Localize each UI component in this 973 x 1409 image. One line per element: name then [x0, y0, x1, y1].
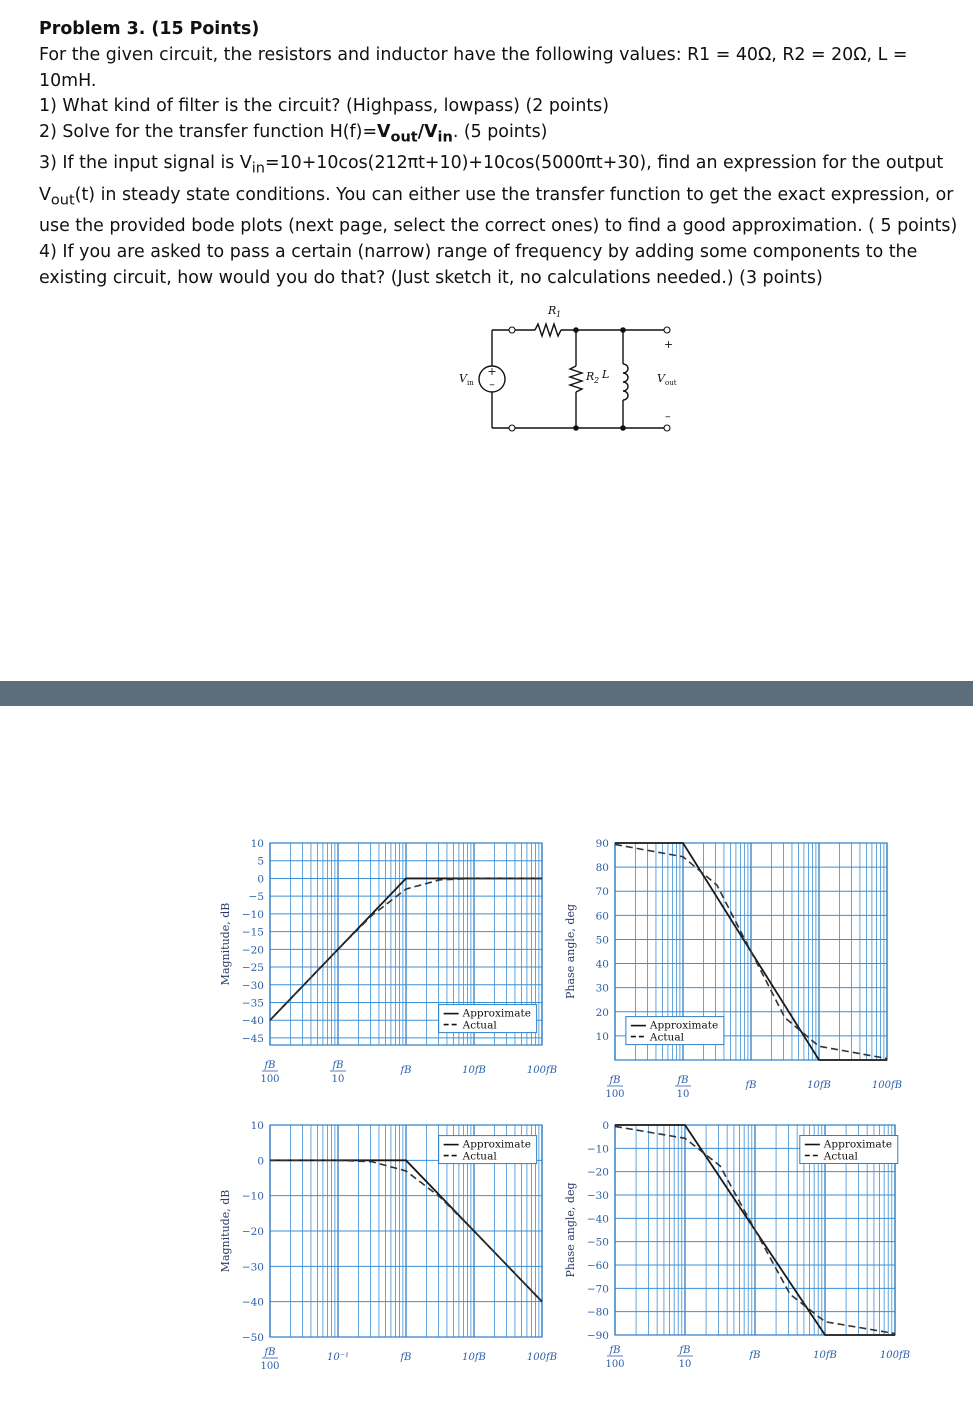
bode-lowpass-phase — [560, 1110, 911, 1380]
y-tick-label: −10 — [241, 1190, 264, 1203]
junction-dot — [573, 425, 579, 431]
y-tick-label: −40 — [241, 1015, 264, 1028]
problem-statement — [39, 17, 964, 291]
source-plus: + — [487, 365, 497, 378]
text: . (5 points) — [452, 122, 548, 143]
text: 3) If the input signal is V — [39, 153, 252, 174]
y-tick-label: −10 — [586, 1143, 609, 1156]
terminal-vout-minus — [664, 425, 670, 431]
terminal — [509, 327, 515, 333]
x-tick-label: fB — [400, 1065, 412, 1076]
x-tick-label: 100fB — [879, 1350, 911, 1361]
x-tick-label: 10fB — [807, 1080, 831, 1091]
x-tick-label: fB — [332, 1060, 344, 1071]
y-tick-label: 10 — [250, 838, 264, 850]
y-tick-label: 5 — [257, 855, 264, 868]
x-tick-label: fB — [749, 1350, 761, 1361]
text: V — [377, 122, 391, 143]
x-tick-label: fB — [609, 1345, 621, 1356]
problem-title: Problem 3. (15 Points) — [39, 19, 260, 39]
terminal — [509, 425, 515, 431]
legend-actual-label: Actual — [462, 1150, 497, 1163]
x-tick-label: fB — [679, 1345, 691, 1356]
resistor-r1 — [535, 324, 561, 336]
y-tick-label: −15 — [241, 926, 264, 939]
x-tick-label: fB — [745, 1080, 757, 1091]
y-tick-label: −50 — [241, 1332, 264, 1344]
x-tick-label: fB — [264, 1347, 276, 1358]
subscript: in — [437, 129, 453, 146]
label-vin-sub: in — [467, 379, 474, 387]
x-tick-label: 100 — [260, 1074, 280, 1085]
y-tick-label: −20 — [586, 1166, 609, 1179]
x-tick-label: 100 — [605, 1359, 625, 1370]
legend-approx-label: Approximate — [462, 1138, 531, 1151]
y-tick-label: −20 — [241, 944, 264, 957]
subscript: out — [50, 192, 75, 209]
subscript: out — [390, 129, 418, 146]
x-tick-label: fB — [677, 1075, 689, 1086]
problem-line: existing circuit, how would you do that? (Just sketch it, no calculations needed.) (3 points) — [39, 267, 823, 288]
label-vout-minus: – — [665, 410, 671, 423]
y-tick-label: −60 — [586, 1260, 609, 1272]
y-tick-label: −45 — [241, 1032, 264, 1045]
y-tick-label: 30 — [595, 982, 609, 995]
label-l: L — [602, 368, 610, 381]
problem-line: use the provided bode plots (next page, select the correct ones) to find a good approximation. ( 5 points) — [39, 215, 958, 236]
resistor-r2 — [570, 366, 582, 392]
label-vout: V — [657, 372, 665, 385]
label-r1-sub: 1 — [556, 310, 562, 319]
y-tick-label: −30 — [241, 1261, 264, 1274]
label-r2-sub: 2 — [594, 376, 600, 385]
y-tick-label: 0 — [257, 873, 264, 886]
inductor-l — [623, 364, 628, 400]
label-vout-sub: out — [665, 379, 677, 387]
x-tick-label: 10 — [678, 1359, 692, 1370]
legend-approx-label: Approximate — [823, 1138, 893, 1151]
text: 2) Solve for the transfer function H(f)= — [39, 122, 378, 143]
y-tick-label: 40 — [595, 958, 609, 971]
x-tick-label: 100fB — [526, 1065, 558, 1076]
x-tick-label: 100 — [260, 1361, 280, 1372]
label-vout-plus: + — [664, 338, 674, 351]
x-tick-label: 10⁻¹ — [326, 1352, 350, 1363]
y-tick-label: −70 — [586, 1283, 609, 1296]
y-tick-label: −20 — [241, 1226, 264, 1238]
x-tick-label: 10fB — [462, 1065, 486, 1076]
y-tick-label: −35 — [241, 997, 264, 1010]
problem-line: 1) What kind of filter is the circuit? (Highpass, lowpass) (2 points) — [39, 96, 610, 117]
legend-actual-label: Actual — [649, 1031, 684, 1044]
x-tick-label: fB — [264, 1060, 276, 1071]
junction-dot — [573, 327, 579, 333]
x-tick-label: 100 — [605, 1089, 625, 1100]
y-tick-label: −90 — [586, 1330, 609, 1342]
y-tick-label: 60 — [595, 910, 609, 923]
y-tick-label: 0 — [257, 1155, 264, 1168]
problem-line — [39, 183, 964, 214]
y-tick-label: −25 — [241, 962, 264, 975]
y-tick-label: 10 — [595, 1030, 609, 1043]
bode-highpass-phase — [560, 830, 903, 1100]
y-tick-label: −50 — [586, 1236, 609, 1249]
y-axis-label: Magnitude, dB — [219, 902, 232, 986]
x-tick-label: 100fB — [871, 1080, 903, 1091]
terminal-vout-plus — [664, 327, 670, 333]
y-tick-label: 50 — [595, 934, 609, 947]
x-tick-label: fB — [609, 1075, 621, 1086]
y-tick-label: −80 — [586, 1306, 609, 1319]
bode-lowpass-magnitude — [215, 1110, 565, 1380]
y-tick-label: 20 — [595, 1006, 609, 1019]
y-tick-label: −40 — [241, 1296, 264, 1309]
y-axis-label: Phase angle, deg — [564, 1182, 577, 1278]
legend-actual-label: Actual — [823, 1150, 858, 1163]
x-tick-label: 10fB — [462, 1352, 486, 1363]
text: =10+10cos(212πt+10)+10cos(5000πt+30), find an expression for the output — [265, 153, 944, 174]
x-tick-label: 10 — [331, 1074, 345, 1085]
label-r1: R — [548, 304, 557, 317]
x-tick-label: fB — [400, 1352, 412, 1363]
legend-approx-label: Approximate — [462, 1007, 531, 1020]
label-r2: R — [586, 370, 595, 383]
legend-approx-label: Approximate — [649, 1019, 719, 1032]
problem-line: For the given circuit, the resistors and inductor have the following values: R1 = 40Ω, R2 = 20Ω, L = 10mH. — [39, 44, 908, 91]
source-minus: – — [489, 378, 495, 391]
text: /V — [417, 122, 438, 143]
x-tick-label: 10 — [676, 1089, 690, 1100]
text: V — [39, 184, 51, 205]
y-tick-label: 0 — [602, 1120, 609, 1132]
y-tick-label: −10 — [241, 908, 264, 921]
y-tick-label: 70 — [595, 886, 609, 899]
y-tick-label: 10 — [250, 1120, 264, 1132]
y-tick-label: −30 — [241, 979, 264, 992]
y-tick-label: −30 — [586, 1190, 609, 1202]
problem-line: 4) If you are asked to pass a certain (narrow) range of frequency by adding some components to the — [39, 241, 918, 262]
x-tick-label: 10fB — [813, 1350, 837, 1361]
legend-actual-label: Actual — [462, 1019, 497, 1032]
y-axis-label: Magnitude, dB — [219, 1189, 232, 1273]
y-tick-label: −40 — [586, 1213, 609, 1226]
circuit-diagram — [450, 298, 690, 448]
y-tick-label: −5 — [248, 891, 264, 904]
problem-line — [39, 151, 964, 182]
page-divider — [0, 681, 973, 706]
label-vin: V — [459, 372, 467, 385]
problem-line — [39, 120, 964, 151]
y-tick-label: 80 — [595, 862, 609, 875]
junction-dot — [620, 327, 626, 333]
subscript: in — [251, 160, 265, 177]
y-axis-label: Phase angle, deg — [564, 904, 577, 999]
junction-dot — [620, 425, 626, 431]
y-tick-label: 90 — [595, 838, 609, 850]
x-tick-label: 100fB — [526, 1352, 558, 1363]
bode-highpass-magnitude — [215, 830, 565, 1095]
text: (t) in steady state conditions. You can either use the transfer function to get the exact expression, or — [74, 184, 954, 205]
